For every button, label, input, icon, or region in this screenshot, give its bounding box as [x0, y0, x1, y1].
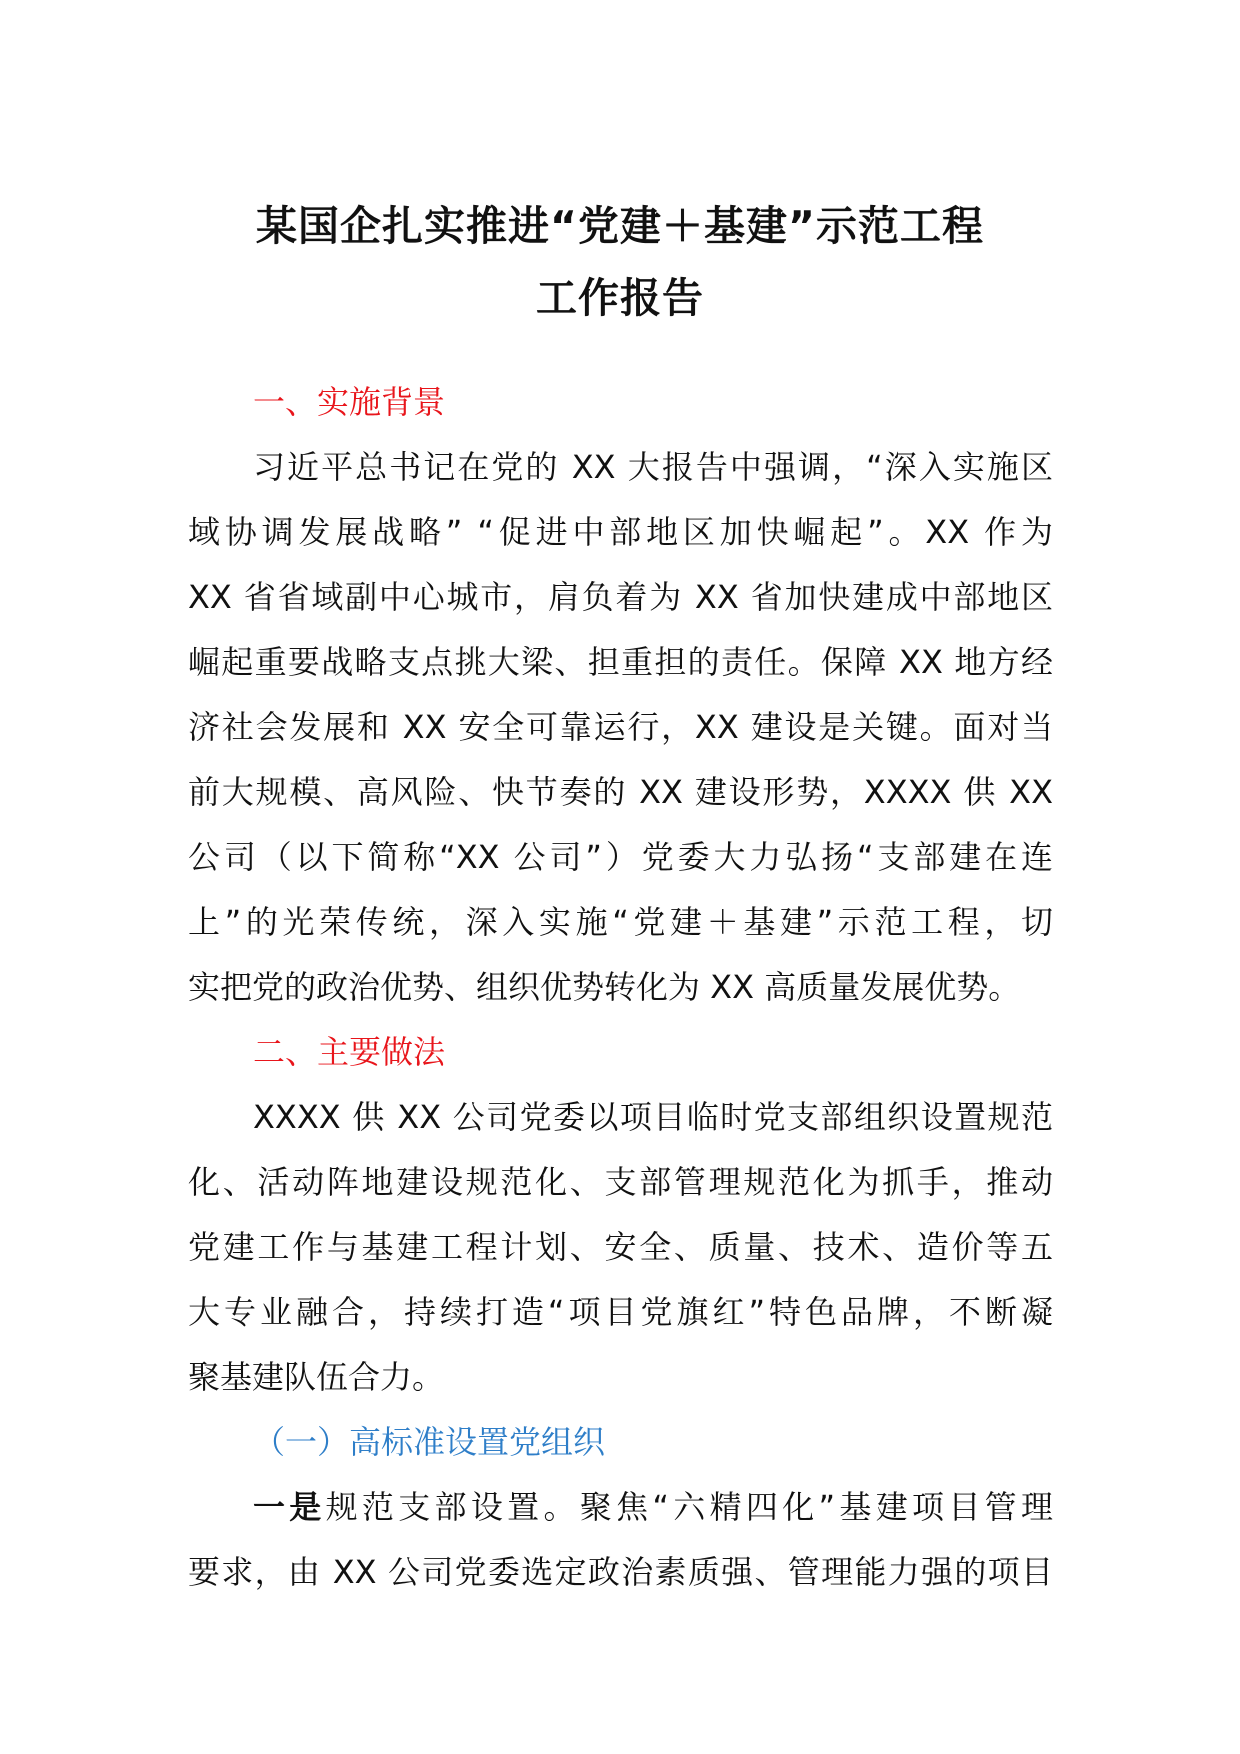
paragraph-line: 崛起重要战略支点挑大梁、担重担的责任。保障 XX 地方经: [188, 643, 1053, 681]
paragraph-line: XXXX 供 XX 公司党委以项目临时党支部组织设置规范: [253, 1098, 1053, 1136]
paragraph-line: 公司（以下简称“XX 公司”）党委大力弘扬“支部建在连: [188, 838, 1053, 876]
paragraph-line: 域协调发展战略” “促进中部地区加快崛起”。XX 作为: [188, 513, 1053, 551]
paragraph-line: 大专业融合，持续打造“项目党旗红”特色品牌，不断凝: [188, 1293, 1053, 1331]
paragraph-line: 实把党的政治优势、组织优势转化为 XX 高质量发展优势。: [188, 968, 1021, 1006]
paragraph-line: 上”的光荣传统，深入实施“党建＋基建”示范工程，切: [188, 903, 1053, 941]
document-title-line-1: 某国企扎实推进“党建＋基建”示范工程: [256, 202, 984, 250]
paragraph-line: 聚基建队伍合力。: [188, 1358, 445, 1396]
paragraph-line: 化、活动阵地建设规范化、支部管理规范化为抓手，推动: [188, 1163, 1053, 1201]
lead-bold-text: 一是: [253, 1488, 326, 1526]
paragraph-line: 济社会发展和 XX 安全可靠运行，XX 建设是关键。面对当: [188, 708, 1053, 746]
paragraph-line: 要求，由 XX 公司党委选定政治素质强、管理能力强的项目: [188, 1553, 1053, 1591]
paragraph-line-lead: [188, 1475, 1053, 1540]
section-heading-main-practices: 二、主要做法: [253, 1033, 446, 1071]
subsection-heading-party-organization: （一）高标准设置党组织: [253, 1423, 606, 1461]
section-heading-background: 一、实施背景: [253, 383, 446, 421]
paragraph-line: XX 省省域副中心城市，肩负着为 XX 省加快建成中部地区: [188, 578, 1053, 616]
document-body: [188, 370, 1053, 1605]
lead-rest-text: 规范支部设置。聚焦“六精四化”基建项目管理: [325, 1488, 1053, 1526]
paragraph-line: 习近平总书记在党的 XX 大报告中强调，“深入实施区: [253, 448, 1053, 486]
paragraph-line: 党建工作与基建工程计划、安全、质量、技术、造价等五: [188, 1228, 1053, 1266]
paragraph-line: 前大规模、高风险、快节奏的 XX 建设形势，XXXX 供 XX: [188, 773, 1053, 811]
document-title-line-2: 工作报告: [536, 274, 704, 322]
